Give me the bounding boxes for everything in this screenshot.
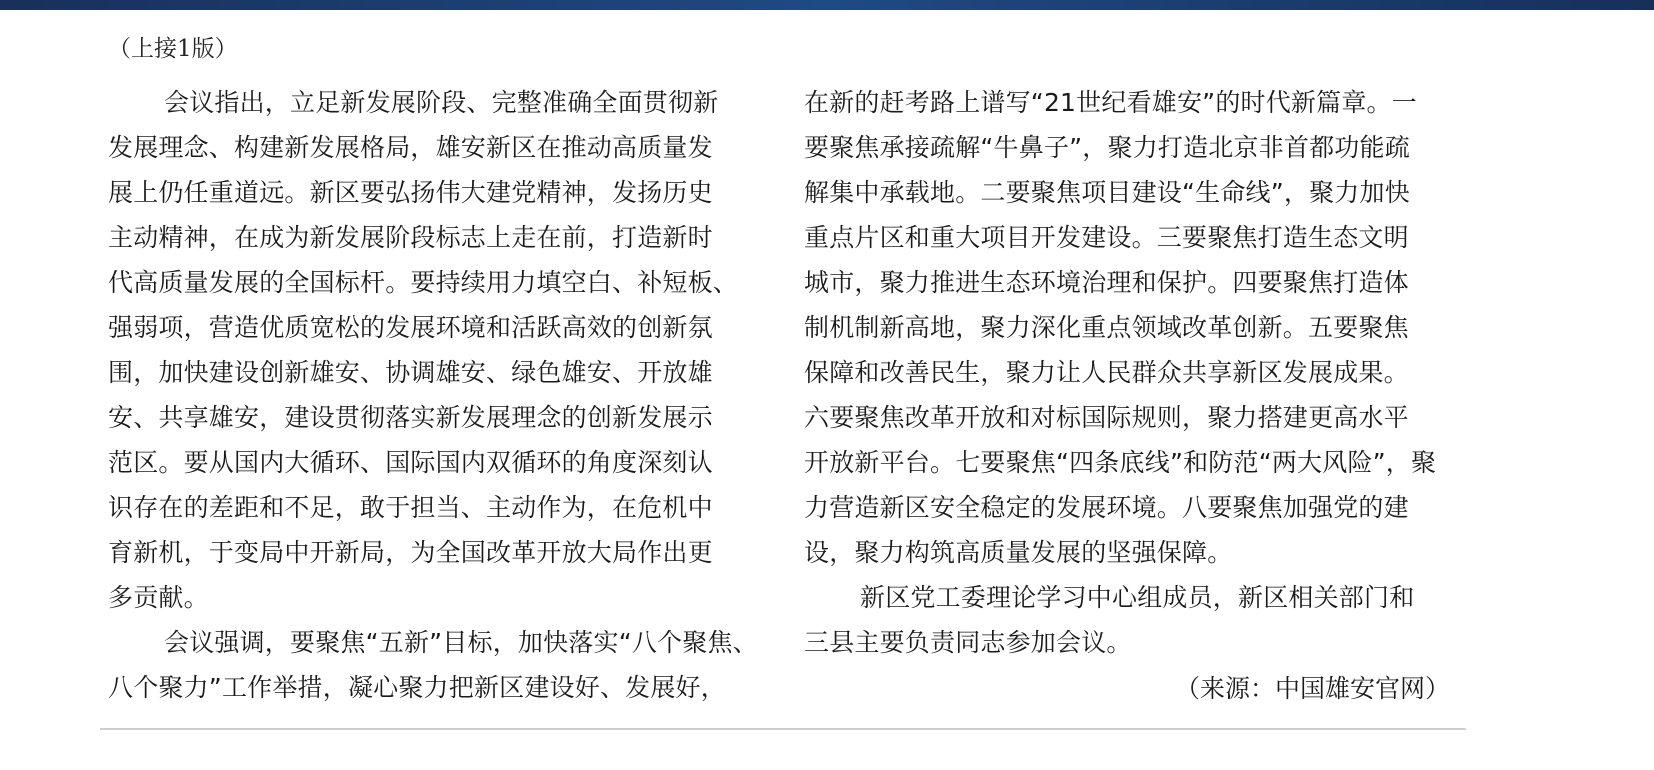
text-line: 会议强调，要聚焦“五新”目标，加快落实“八个聚焦、 (164, 628, 758, 657)
text-line: 解集中承载地。二要聚焦项目建设“生命线”，聚力加快 (804, 178, 1410, 207)
article-column-right (804, 80, 1458, 665)
text-line: 力营造新区安全稳定的发展环境。八要聚焦加强党的建 (804, 493, 1409, 522)
text-line: 新区党工委理论学习中心组成员，新区相关部门和 (860, 583, 1415, 612)
text-line: 八个聚力”工作举措，凝心聚力把新区建设好、发展好， (108, 673, 726, 702)
text-line: 展上仍任重道远。新区要弘扬伟大建党精神，发扬历史 (108, 178, 713, 207)
text-line: 保障和改善民生，聚力让人民群众共享新区发展成果。 (804, 358, 1409, 387)
text-line: 开放新平台。七要聚焦“四条底线”和防范“两大风险”，聚 (804, 448, 1437, 477)
text-line: 要聚焦承接疏解“牛鼻子”，聚力打造北京非首都功能疏 (804, 133, 1410, 162)
text-line: 强弱项，营造优质宽松的发展环境和活跃高效的创新氛 (108, 313, 713, 342)
text-line: 识存在的差距和不足，敢于担当、主动作为，在危机中 (108, 493, 713, 522)
text-line: 重点片区和重大项目开发建设。三要聚焦打造生态文明 (804, 223, 1409, 252)
text-line: 在新的赶考路上谱写“21世纪看雄安”的时代新篇章。一 (804, 88, 1417, 117)
text-line: 育新机，于变局中开新局，为全国改革开放大局作出更 (108, 538, 713, 567)
text-line: 会议指出，立足新发展阶段、完整准确全面贯彻新 (164, 88, 719, 117)
text-line: 安、共享雄安，建设贯彻落实新发展理念的创新发展示 (108, 403, 713, 432)
continued-from-page-label: （上接1版） (108, 36, 238, 62)
text-line: 三县主要负责同志参加会议。 (804, 628, 1132, 657)
text-line: 六要聚焦改革开放和对标国际规则，聚力搭建更高水平 (804, 403, 1409, 432)
text-line: 围，加快建设创新雄安、协调雄安、绿色雄安、开放雄 (108, 358, 713, 387)
text-line: 范区。要从国内大循环、国际国内双循环的角度深刻认 (108, 448, 713, 477)
text-line: 制机制新高地，聚力深化重点领域改革创新。五要聚焦 (804, 313, 1409, 342)
header-bar (0, 0, 1654, 10)
text-line: 城市，聚力推进生态环境治理和保护。四要聚焦打造体 (804, 268, 1409, 297)
text-line: 发展理念、构建新发展格局，雄安新区在推动高质量发 (108, 133, 713, 162)
text-line: 主动精神，在成为新发展阶段标志上走在前，打造新时 (108, 223, 713, 252)
text-line: 代高质量发展的全国标杆。要持续用力填空白、补短板、 (108, 268, 739, 297)
source-attribution: （来源：中国雄安官网） (1174, 674, 1450, 703)
text-line: 多贡献。 (108, 583, 209, 612)
bottom-divider (100, 728, 1466, 730)
article-column-left (108, 80, 770, 710)
text-line: 设，聚力构筑高质量发展的坚强保障。 (804, 538, 1233, 567)
